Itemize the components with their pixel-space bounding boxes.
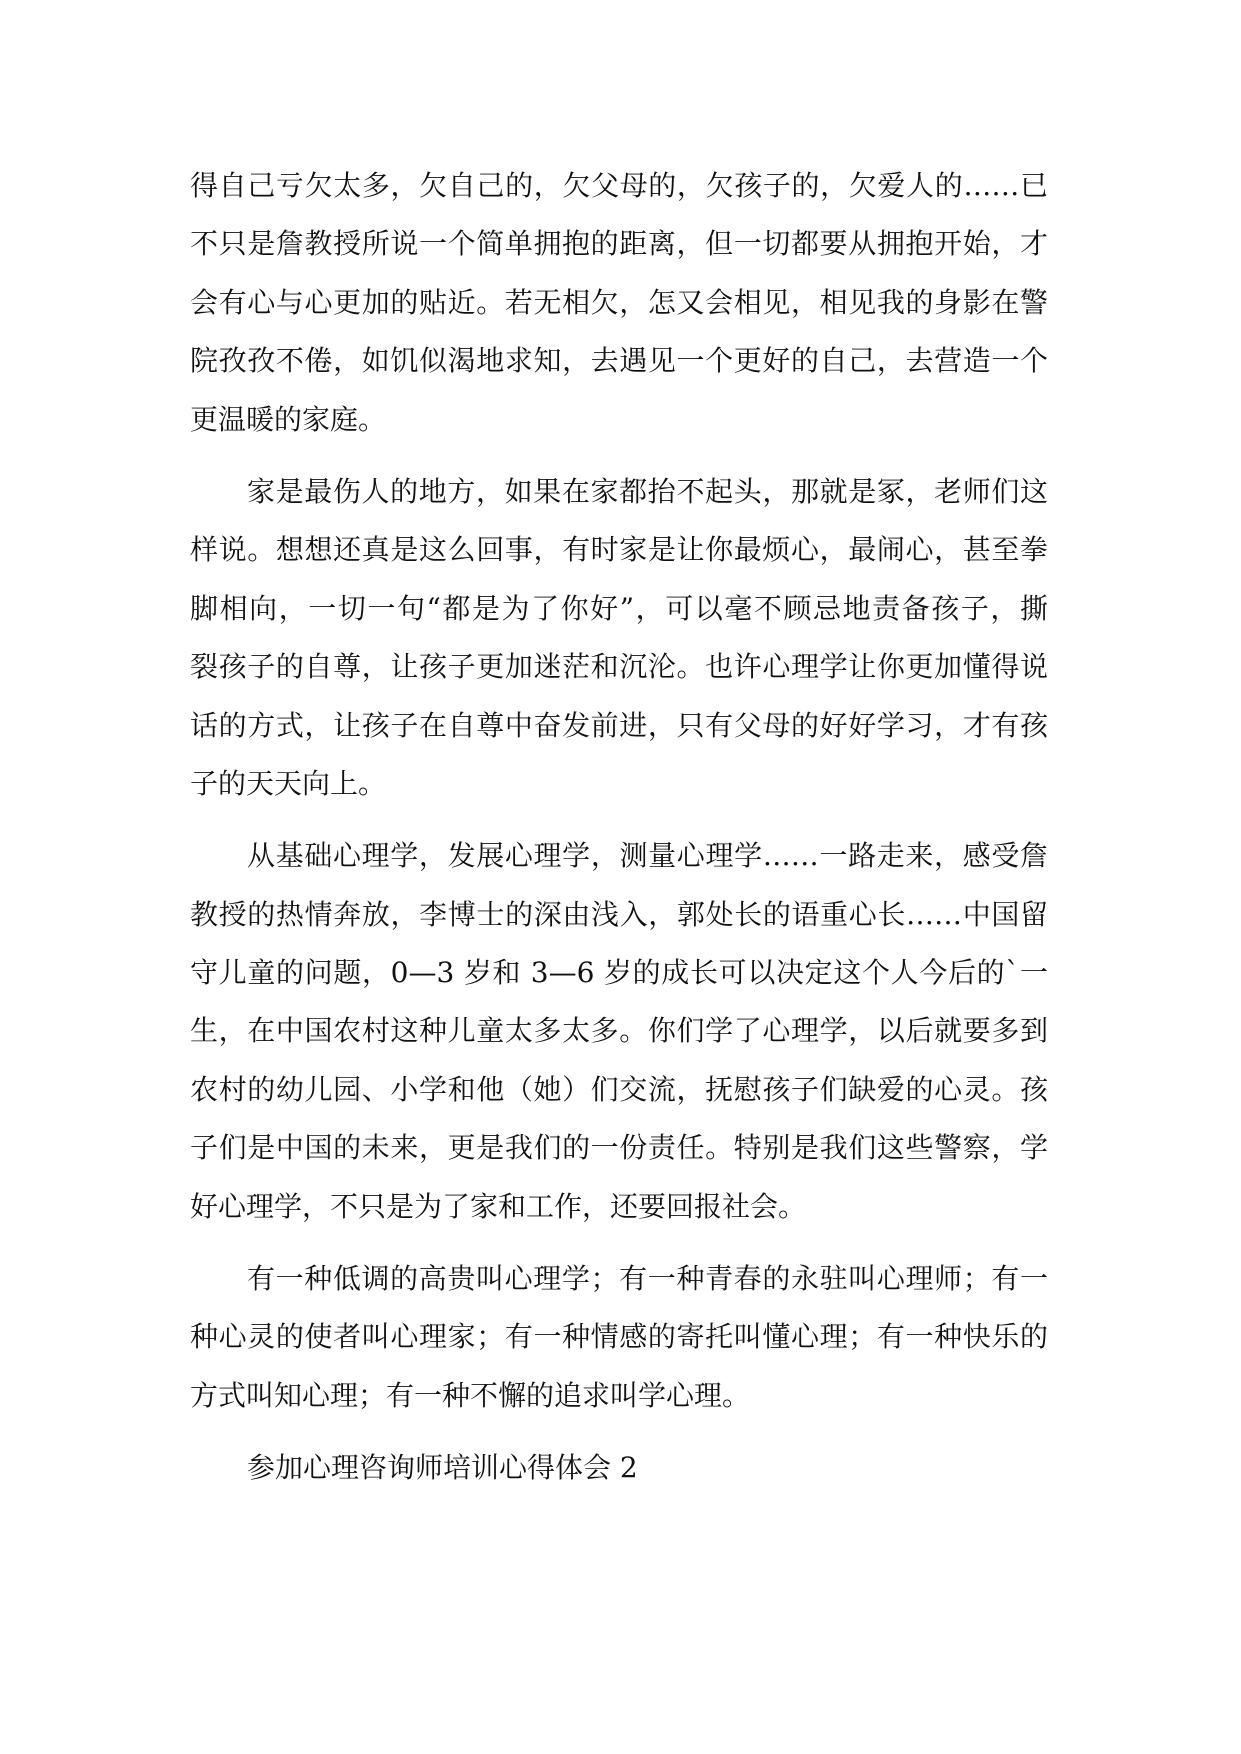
text-line: 种心灵的使者叫心理家；有一种情感的寄托叫懂心理；有一种快乐的 <box>190 1320 1048 1354</box>
text-line: 不只是詹教授所说一个简单拥抱的距离，但一切都要从拥抱开始，才 <box>190 227 1048 261</box>
text-line: 农村的幼儿园、小学和他（她）们交流，抚慰孩子们缺爱的心灵。孩 <box>190 1072 1048 1106</box>
paragraph-spacing <box>190 449 1048 463</box>
paragraph-spacing <box>190 1425 1048 1439</box>
document-body <box>190 157 1048 1498</box>
text-line: 有一种低调的高贵叫心理学；有一种青春的永驻叫心理师；有一 <box>247 1262 1048 1296</box>
paragraph-spacing <box>190 813 1048 827</box>
text-line: 裂孩子的自尊，让孩子更加迷茫和沉沦。也许心理学让你更加懂得说 <box>190 650 1048 684</box>
text-line: 子的天天向上。 <box>190 766 387 800</box>
text-line: 话的方式，让孩子在自尊中奋发前进，只有父母的好好学习，才有孩 <box>190 708 1048 742</box>
text-line: 子们是中国的未来，更是我们的一份责任。特别是我们这些警察，学 <box>190 1131 1048 1165</box>
text-line: 从基础心理学，发展心理学，测量心理学……一路走来，感受詹 <box>247 839 1048 873</box>
paragraph-2 <box>190 463 1048 813</box>
heading-line: 参加心理咨询师培训心得体会 2 <box>247 1451 638 1485</box>
text-line: 家是最伤人的地方，如果在家都抬不起头，那就是冢，老师们这 <box>247 474 1048 508</box>
text-line: 样说。想想还真是这么回事，有时家是让你最烦心，最闹心，甚至拳 <box>190 533 1048 567</box>
section-heading <box>190 1439 1048 1497</box>
paragraph-spacing <box>190 1236 1048 1250</box>
text-line: 脚相向，一切一句“都是为了你好”，可以毫不顾忌地责备孩子，撕 <box>190 591 1048 625</box>
text-line: 教授的热情奔放，李博士的深由浅入，郭处长的语重心长……中国留 <box>190 897 1048 931</box>
paragraph-1 <box>190 157 1048 449</box>
text-line: 好心理学，不只是为了家和工作，还要回报社会。 <box>190 1189 807 1223</box>
text-line: 更温暖的家庭。 <box>190 402 387 436</box>
paragraph-4 <box>190 1250 1048 1425</box>
text-line: 得自己亏欠太多，欠自己的，欠父母的，欠孩子的，欠爱人的……已 <box>190 169 1048 202</box>
paragraph-3 <box>190 827 1048 1236</box>
text-line: 方式叫知心理；有一种不懈的追求叫学心理。 <box>190 1378 751 1412</box>
text-line: 院孜孜不倦，如饥似渴地求知，去遇见一个更好的自己，去营造一个 <box>190 344 1048 378</box>
text-line: 会有心与心更加的贴近。若无相欠，怎又会相见，相见我的身影在警 <box>190 285 1048 319</box>
text-line: 生，在中国农村这种儿童太多太多。你们学了心理学，以后就要多到 <box>190 1014 1048 1048</box>
text-line: 守儿童的问题，0—3 岁和 3—6 岁的成长可以决定这个人今后的`一 <box>190 956 1048 990</box>
